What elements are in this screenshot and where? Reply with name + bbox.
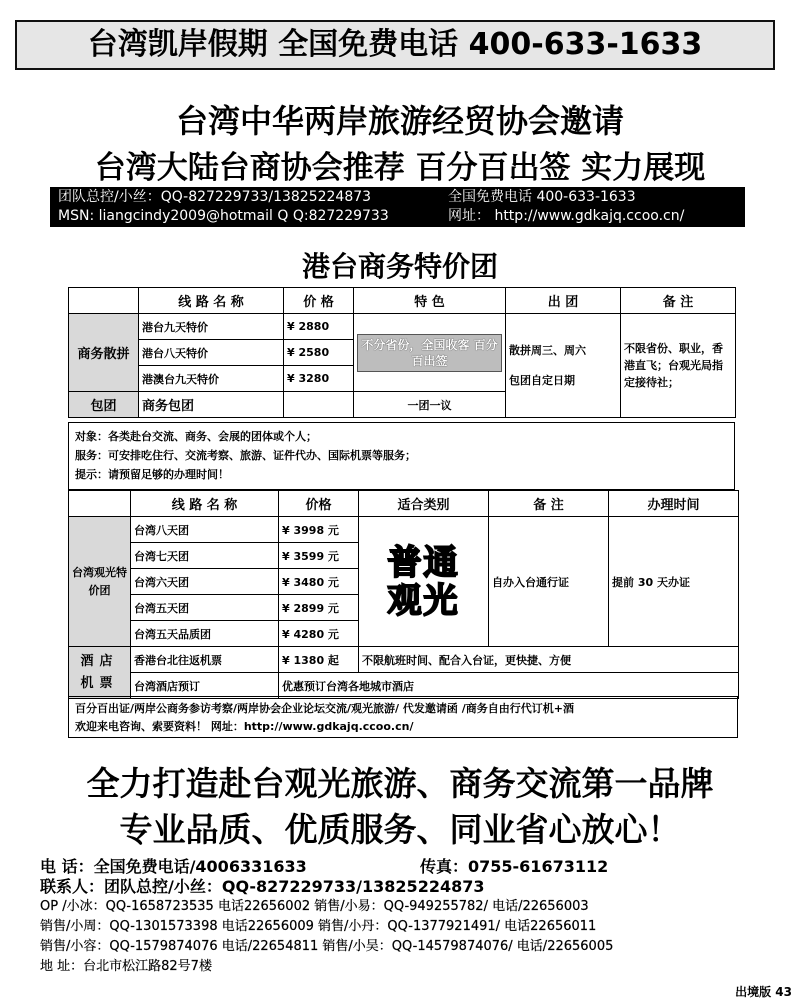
- note-service: 服务：可安排吃住行、交流考察、旅游、证件代办、国际机票等服务；: [75, 449, 416, 462]
- col-category: 适合类别: [359, 491, 489, 517]
- col-price: 价格: [279, 491, 359, 517]
- route-price: ¥ 3599 元: [279, 543, 359, 569]
- route-price: ¥ 4280 元: [279, 621, 359, 647]
- sales-line-1: 销售/小周：QQ-1301573398 电话22656009 销售/小丹：QQ-1377921491/ 电话22656011: [40, 919, 597, 934]
- headline-2: 台湾大陆台商协会推荐 百分百出签 实力展现: [94, 150, 706, 186]
- tour-remark: 自办入台通行证: [489, 517, 609, 647]
- fax-text: 传真：0755-61673112: [420, 857, 609, 876]
- route-name: 港澳台九天特价: [139, 366, 284, 392]
- address-line: 地 址：台北市松江路82号7楼: [40, 959, 212, 974]
- section-title-business: 港台商务特价团: [301, 250, 498, 283]
- contact-info-bar: [50, 187, 745, 227]
- route-name: 港台八天特价: [139, 340, 284, 366]
- route-price: ¥ 3998 元: [279, 517, 359, 543]
- route-name: 台湾五天团: [131, 595, 279, 621]
- depart-cell: [506, 314, 621, 418]
- route-name: 港台九天特价: [139, 314, 284, 340]
- table-row: [69, 517, 739, 543]
- depart-schedule: 散拼周三、周六: [509, 343, 586, 357]
- col-feature: 特 色: [354, 288, 506, 314]
- business-tour-table: [68, 287, 736, 418]
- route-price: ¥ 2899 元: [279, 595, 359, 621]
- route-price: ¥ 3280: [284, 366, 354, 392]
- services-box: [68, 696, 738, 738]
- route-name: 台湾六天团: [131, 569, 279, 595]
- services-line: 百分百出证/两岸公商务参访考察/两岸协会企业论坛交流/观光旅游/ 代发邀请函 /商务自由行代订机+酒: [75, 702, 574, 715]
- headline-1: 台湾中华两岸旅游经贸协会邀请: [175, 102, 624, 140]
- col-route: 线 路 名 称: [131, 491, 279, 517]
- route-price: ¥ 2880: [284, 314, 354, 340]
- table-header-row: [69, 288, 736, 314]
- infobar-msn: MSN: liangcindy2009@hotmail Q Q:827229733: [58, 208, 389, 224]
- ticket-note: 不限航班时间、配合入台证，更快捷、方便: [359, 647, 739, 673]
- depart-custom: 包团自定日期: [509, 373, 575, 387]
- remark-cell: 不限省份、职业，香港直飞；台观光局指定接待社；: [621, 314, 736, 418]
- ticket-name: 香港台北往返机票: [131, 647, 279, 673]
- col-price: 价 格: [284, 288, 354, 314]
- ticket-price: ¥ 1380 起: [279, 647, 359, 673]
- hotel-name: 台湾酒店预订: [131, 673, 279, 699]
- sightseeing-tour-table: [68, 490, 739, 699]
- table-row: [69, 647, 739, 673]
- tour-time: 提前 30 天办证: [609, 517, 739, 647]
- table-header-row: [69, 491, 739, 517]
- table-row: [69, 673, 739, 699]
- route-price: ¥ 3480 元: [279, 569, 359, 595]
- route-name: 台湾七天团: [131, 543, 279, 569]
- col-depart: 出 团: [506, 288, 621, 314]
- hotel-ticket-label: 酒店机票: [69, 647, 131, 699]
- welcome-line: 欢迎来电咨询、索要资料！ 网址：http://www.gdkajq.ccoo.cn/: [75, 720, 414, 733]
- sales-line-2: 销售/小容：QQ-1579874076 电话/22654811 销售/小吴：QQ-14579874076/ 电话/22656005: [40, 939, 614, 954]
- route-price: ¥ 2580: [284, 340, 354, 366]
- route-name: 商务包团: [139, 392, 284, 418]
- feature-stamp: 不分省份，全国收客 百分百出签: [357, 334, 502, 372]
- slogan-2: 专业品质、优质服务、同业省心放心！: [119, 810, 681, 849]
- feature-cell: [354, 314, 506, 392]
- col-time: 办理时间: [609, 491, 739, 517]
- hotel-note: 优惠预订台湾各地城市酒店: [279, 673, 739, 699]
- baotuan-label: 包团: [69, 392, 139, 418]
- col-remark: 备 注: [489, 491, 609, 517]
- col-route: 线 路 名 称: [139, 288, 284, 314]
- top-banner: 台湾凯岸假期 全国免费电话 400-633-1633: [15, 20, 775, 70]
- table-row: [69, 314, 736, 340]
- group-label: 台湾观光特价团: [69, 517, 131, 647]
- phone-line: [40, 857, 780, 877]
- notes-box: [68, 422, 735, 490]
- category-cell: [359, 517, 489, 647]
- note-target: 对象：各类赴台交流、商务、会展的团体或个人；: [75, 430, 317, 443]
- col-remark: 备 注: [621, 288, 736, 314]
- infobar-website[interactable]: 网址： http://www.gdkajq.ccoo.cn/: [448, 208, 685, 224]
- op-line: OP /小冰：QQ-1658723535 电话22656002 销售/小易：QQ-949255782/ 电话/22656003: [40, 899, 589, 914]
- group-label: 商务散拼: [69, 314, 139, 392]
- contacts-block: [40, 857, 780, 977]
- page-number: 出境版 43: [735, 985, 792, 999]
- route-name: 台湾八天团: [131, 517, 279, 543]
- slogan-1: 全力打造赴台观光旅游、商务交流第一品牌: [86, 764, 714, 803]
- phone-text: 电 话：全国免费电话/4006331633: [40, 857, 307, 876]
- route-name: 台湾五天品质团: [131, 621, 279, 647]
- infobar-hotline: 全国免费电话 400-633-1633: [448, 189, 636, 205]
- baotuan-feature: 一团一议: [354, 392, 506, 418]
- note-tip: 提示：请预留足够的办理时间！: [75, 468, 229, 481]
- contact-person: 联系人：团队总控/小丝：QQ-827229733/13825224873: [40, 877, 485, 896]
- category-stamp: 普通观光: [387, 542, 460, 621]
- infobar-team-contact: 团队总控/小丝：QQ-827229733/13825224873: [58, 189, 372, 205]
